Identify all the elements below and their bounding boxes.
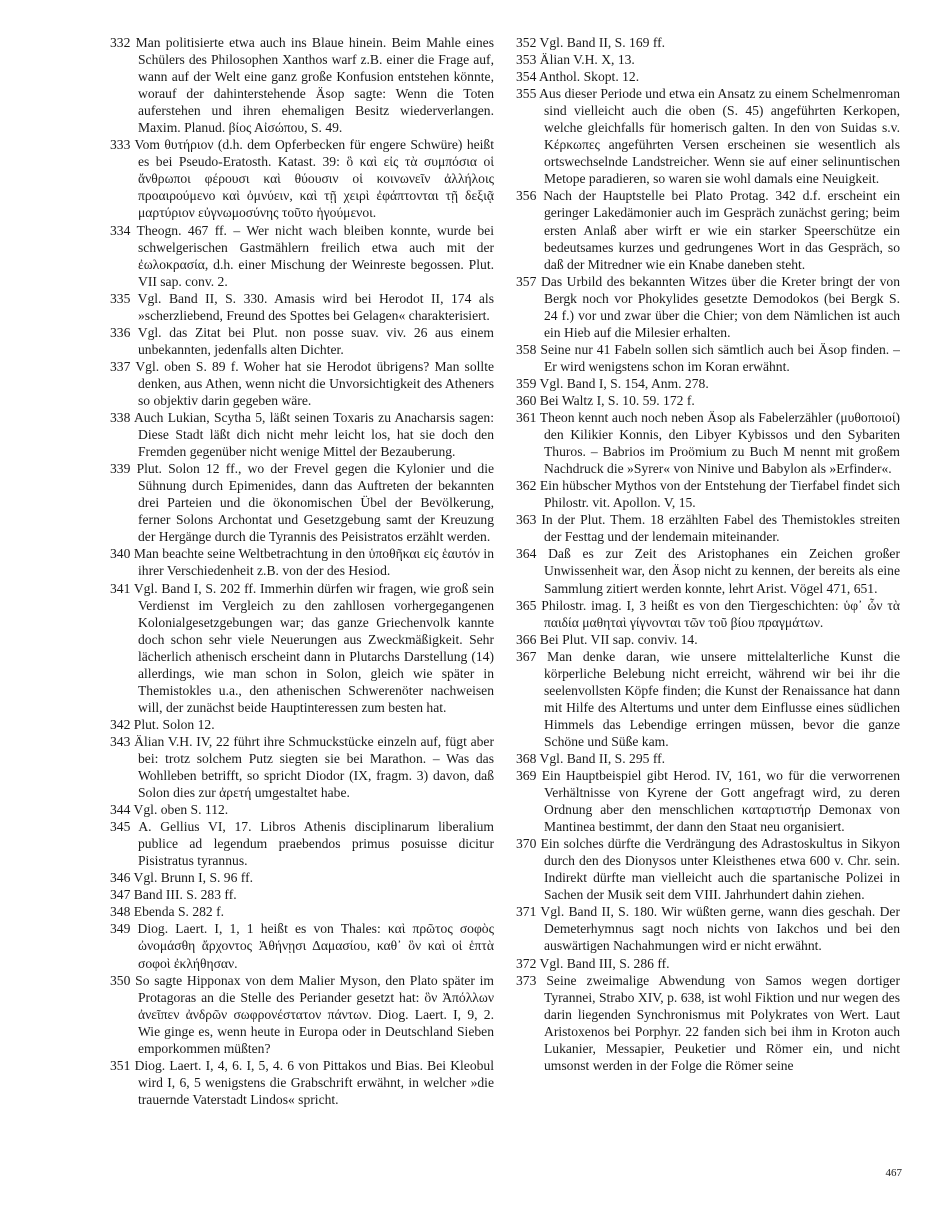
footnote-number: 338 <box>110 410 131 426</box>
footnote-number: 354 <box>516 69 537 85</box>
footnote-number: 343 <box>110 733 131 749</box>
footnote <box>516 477 900 511</box>
footnote <box>516 187 900 272</box>
footnote <box>516 597 900 631</box>
footnote <box>516 51 900 68</box>
footnote-number: 364 <box>516 546 537 562</box>
footnote <box>110 920 494 971</box>
footnote-number: 332 <box>110 35 131 50</box>
footnote <box>110 886 494 903</box>
footnote <box>110 34 494 136</box>
footnote <box>110 358 494 409</box>
footnote-text: Theogn. 467 ff. – Wer nicht wach bleiben konnte, wurde bei schwelgerischen Gastmählern freilich etwa auch mit der ἐωλοκρασία, d.h. einer Mischung der Weinreste begossen. Plut. VII sap. conv. 2. <box>136 222 494 289</box>
footnote <box>110 136 494 221</box>
footnote <box>110 409 494 460</box>
footnote-text: Vgl. Band I, S. 154, Anm. 278. <box>539 375 709 391</box>
footnote-text: Vgl. oben S. 89 f. Woher hat sie Herodot übrigens? Man sollte denken, aus Athen, wenn nicht die Unvorsichtigkeit des Atheners so objektiv darin gegeben wäre. <box>135 358 494 408</box>
footnote <box>110 801 494 818</box>
footnote-number: 333 <box>110 137 131 153</box>
footnote-number: 339 <box>110 461 131 477</box>
footnote <box>110 290 494 324</box>
footnote-number: 373 <box>516 972 537 988</box>
footnote <box>516 903 900 954</box>
footnote-text: Ebenda S. 282 f. <box>133 904 225 920</box>
footnote-number: 367 <box>516 648 537 664</box>
footnote-number: 366 <box>516 631 537 647</box>
right-column <box>516 34 900 1074</box>
footnote <box>110 972 494 1057</box>
footnote-text: Bei Plut. VII sap. conviv. 14. <box>539 631 698 647</box>
footnote-text: Vgl. Band II, S. 169 ff. <box>539 35 666 50</box>
footnote-text: Vgl. Band II, S. 295 ff. <box>539 750 666 766</box>
footnote-text: Das Urbild des bekannten Witzes über die Kreter bringt der von Bergk noch vor Phokylides gesetzte Demodokos (bei Bergk S. 24 f.) vor und zwar über die Chier; von dem Nämlichen ist auch ein Hieb auf die Milesier erhalten. <box>540 273 900 340</box>
footnote <box>516 631 900 648</box>
footnote-text: Man denke daran, wie unsere mittelalterliche Kunst die körperliche Belebung nicht erreicht, während wir bei ihr die seelenvollsten Köpfe finden; die Kunst der Renaissance hat dann mit Hilfe des Altertums und unter dem Einflusse eines südlichen Himmels das Lebendige erringen müssen, bevor die ganze Schöne und Süße kam. <box>544 648 900 749</box>
footnote-number: 341 <box>110 580 131 596</box>
footnote <box>516 648 900 750</box>
footnote-number: 335 <box>110 290 131 306</box>
footnote-number: 344 <box>110 802 131 818</box>
footnote <box>516 34 900 51</box>
footnote <box>516 545 900 596</box>
footnote <box>110 324 494 358</box>
footnote-number: 355 <box>516 86 537 102</box>
footnote-number: 350 <box>110 972 131 988</box>
footnote <box>516 273 900 341</box>
footnote <box>110 460 494 545</box>
footnote-text: Bei Waltz I, S. 10. 59. 172 f. <box>539 392 695 408</box>
left-column <box>110 34 494 1108</box>
footnote-number: 368 <box>516 750 537 766</box>
page-number: 467 <box>885 1167 902 1179</box>
footnote-text: Diog. Laert. I, 1, 1 heißt es von Thales: καὶ πρῶτος σοφὸς ὠνομάσθη ἄρχοντος Ἀθήνῃσι Δαμασίου, καθ᾽ ὃν καὶ οἱ ἑπτὰ σοφοὶ ἐκλήθησαν. <box>137 921 494 971</box>
footnote <box>516 767 900 835</box>
footnote-text: Diog. Laert. I, 4, 6. I, 5, 4. 6 von Pittakos und Bias. Bei Kleobul wird I, 6, 5 wenigstens die Grabschrift erwähnt, in welcher »die trauernde Vaterstadt Lindos« spricht. <box>134 1057 494 1107</box>
footnote-number: 358 <box>516 341 537 357</box>
footnote <box>110 903 494 920</box>
footnote-text: A. Gellius VI, 17. Libros Athenis disciplinarum liberalium publice ad legendum praebendos primus posuisse dicitur Pisistratus tyrannus. <box>138 819 494 869</box>
footnote-text: Vgl. Band I, S. 202 ff. Immerhin dürfen wir fragen, wie groß sein Verdienst im Vergleich zu den zahllosen vorhergegangenen Kolonialgesetzgebungen war; das ganze Griechenvolk kannte doch schon sehr viele Neuerungen aus Zweckmäßigkeit. Sehr lächerlich athenisch erscheint dann in Plutarchs Darstellung (14) allerdings, wie man schon in Solon, gleich wie später in Themistokles u.a., den athenischen Schwerenöter nachweisen will, der zunächst beide Hauptinteressen zum besten hat. <box>133 580 494 715</box>
footnote <box>516 392 900 409</box>
footnote-text: Vgl. oben S. 112. <box>133 802 229 818</box>
footnote-text: Nach der Hauptstelle bei Plato Protag. 342 d.f. erscheint ein geringer Lakedämonier auch im Gespräch zunächst gering; beim ersten Anlaß aber wirft er wie ein starker Speerschütze ein bedeutsames kurzes und gedrungenes Wort in das Gespräch, so daß der Mitredner wie ein Knabe daneben steht. <box>543 188 900 272</box>
footnote <box>516 972 900 1074</box>
footnote-text: Älian V.H. X, 13. <box>539 52 635 68</box>
footnote-number: 337 <box>110 358 131 374</box>
footnote-number: 352 <box>516 35 537 50</box>
footnote-number: 353 <box>516 52 537 68</box>
footnote-text: Ein Hauptbeispiel gibt Herod. IV, 161, wo für die verworrenen Verhältnisse von Kyrene der Gott angefragt wird, zu deren Ordnung aber den menschlichen καταρτιστήρ Demonax von Mantinea bestimmt, der dann den Staat neu organisiert. <box>541 768 900 835</box>
footnote-number: 361 <box>516 410 537 426</box>
footnote <box>110 1057 494 1108</box>
footnote <box>110 818 494 869</box>
footnote-number: 370 <box>516 836 537 852</box>
footnote <box>516 375 900 392</box>
footnote-number: 346 <box>110 870 131 886</box>
footnote-number: 351 <box>110 1057 131 1073</box>
footnote-text: Vgl. Band III, S. 286 ff. <box>539 955 670 971</box>
footnote-text: Theon kennt auch noch neben Äsop als Fabelerzähler (μυθοποιοί) den Kilikier Konnis, den Libyer Kybissos und den Sybariten Thuros. – Babrios im Proömium zu Buch M nennt mit großem Nachdruck die »Syrer« von Ninive und Babylon als »Erfinder«. <box>539 410 901 477</box>
footnote <box>516 511 900 545</box>
footnote-text: Plut. Solon 12 ff., wo der Frevel gegen die Kylonier und die Sühnung durch Epimenides, dann das Auftreten der bekannten drei Parteien und die ökonomischen Übel der Bevölkerung, ferner Solons Archontat und Gesetzgebung samt der Kreuzung der Hergänge durch die Tyrannis des Peisistratos erzählt werden. <box>136 461 495 545</box>
footnote <box>110 580 494 716</box>
footnote-text: In der Plut. Them. 18 erzählten Fabel des Themistokles streiten der Festtag und der lendemain miteinander. <box>541 512 901 545</box>
footnote-number: 369 <box>516 768 537 784</box>
footnote <box>516 68 900 85</box>
footnote <box>516 341 900 375</box>
footnote-number: 363 <box>516 512 537 528</box>
footnote-text: Älian V.H. IV, 22 führt ihre Schmuckstücke einzeln auf, fügt aber bei: trotz solchem Putz siegten sie bei Marathon. – Was das Wohlleben betrifft, so spricht Diodor (IX, fragm. 3) davon, daß Solon dies zur ἀρετή umgestaltet habe. <box>134 733 494 801</box>
footnote-number: 357 <box>516 273 537 289</box>
footnote-text: Man politisierte etwa auch ins Blaue hinein. Beim Mahle eines Schülers des Philosophen Xanthos warf z.B. einer die Frage auf, wann auf der Welt eine ganz große Konfusion entstehen könnte, worauf der dahinterstehende Äsop sagte: Wenn die Toten auferstehen und ihren ehemaligen Besitz wiederverlangen. Maxim. Planud. βίος Αἰσώπου, S. 49. <box>135 35 494 136</box>
footnote <box>516 750 900 767</box>
footnote <box>110 222 494 290</box>
footnote <box>110 716 494 733</box>
footnote-text: Vgl. das Zitat bei Plut. non posse suav. viv. 26 aus einem unbekannten, jedenfalls alten Dichter. <box>137 324 494 357</box>
footnote-text: Philostr. imag. I, 3 heißt es von den Tiergeschichten: ὑφ᾽ ὧν τὰ παιδία μαθηταὶ γίγνονται τῶν τοῦ βίου πραγμάτων. <box>541 597 900 630</box>
footnote-number: 365 <box>516 597 537 613</box>
footnote-number: 349 <box>110 921 131 937</box>
footnote-number: 362 <box>516 478 537 494</box>
footnote-text: Vgl. Band II, S. 180. Wir wüßten gerne, wann dies geschah. Der Demeterhymnus sagt noch nichts von Iakchos und bei den auswärtigen Nachahmungen wird er nicht erwähnt. <box>540 904 900 954</box>
footnote-number: 371 <box>516 904 537 920</box>
footnote-text: So sagte Hipponax von dem Malier Myson, den Plato später im Protagoras an die Stelle des Periander gesetzt hat: ὃν Ἀπόλλων ἀνεῖπεν ἀνδρῶν σωφρονέστατον πάντων. Diog. Laert. I, 9, 2. Wie ginge es, wenn heute in Europa oder in Deutschland Sieben emporkommen müßten? <box>135 972 494 1056</box>
footnote-text: Aus dieser Periode und etwa ein Ansatz zu einem Schelmenroman sind vielleicht auch die oben (S. 45) angeführten Kerkopen, welche gleichfalls für homerisch galten. In den von Suidas s.v. Κέρκωπες angeführten Versen erscheinen sie wesentlich als ortswechselnde Landstreicher. Wenn sie auf einer selinuntischen Metope paradieren, so waren sie wohl damals eine Neuigkeit. <box>539 86 900 187</box>
footnote <box>516 835 900 903</box>
footnote-number: 345 <box>110 819 131 835</box>
footnote-number: 356 <box>516 188 537 204</box>
footnote <box>110 733 494 801</box>
footnote-number: 334 <box>110 222 131 238</box>
footnote-number: 359 <box>516 375 537 391</box>
footnote-number: 360 <box>516 392 537 408</box>
footnote-text: Band III. S. 283 ff. <box>133 887 237 903</box>
footnote-text: Vgl. Brunn I, S. 96 ff. <box>133 870 253 886</box>
footnote-number: 347 <box>110 887 131 903</box>
footnote-number: 348 <box>110 904 131 920</box>
footnote-number: 340 <box>110 546 131 562</box>
footnote-text: Seine nur 41 Fabeln sollen sich sämtlich auch bei Äsop finden. – Er wird wenigstens schon im Koran erwähnt. <box>540 341 900 374</box>
footnote-text: Vgl. Band II, S. 330. Amasis wird bei Herodot II, 174 als »scherzliebend, Freund des Spottes bei Gelagen« charakterisiert. <box>137 290 494 323</box>
footnote-number: 372 <box>516 955 537 971</box>
footnote <box>110 545 494 579</box>
footnote-number: 342 <box>110 716 131 732</box>
footnote-number: 336 <box>110 324 131 340</box>
footnote-text: Vom θυτήριον (d.h. dem Opferbecken für engere Schwüre) heißt es bei Pseudo-Eratosth. Katast. 39: ὃ καὶ εἰς τὰ συμπόσια οἱ ἄνθρωποι φέρουσι καὶ θύουσιν οἱ κοινωνεῖν ἀλλήλοις προαιρούμενο καὶ ὀμνύειν, καὶ τῇ χειρὶ ἐφάπτονται τῇ δεξιᾷ μαρτύριον εὐγνωμοσύνης τοῦτο ἡγούμενοι. <box>134 137 495 221</box>
footnote <box>516 85 900 187</box>
footnote-text: Ein hübscher Mythos von der Entstehung der Tierfabel findet sich Philostr. vit. Apollon. V, 15. <box>539 478 900 511</box>
footnote-text: Man beachte seine Weltbetrachtung in den ὑποθῆκαι εἰς ἑαυτόν in ihrer Verschiedenheit z.B. von der des Hesiod. <box>133 546 494 579</box>
footnote-text: Daß es zur Zeit des Aristophanes ein Zeichen großer Unwissenheit war, den Äsop nicht zu kennen, der bereits als eine Sammlung zitiert werden konnte, lehrt Arist. Vögel 471, 651. <box>544 546 900 596</box>
footnote-text: Anthol. Skopt. 12. <box>539 69 640 85</box>
footnote <box>516 955 900 972</box>
footnote <box>516 409 900 477</box>
footnote <box>110 869 494 886</box>
footnote-text: Plut. Solon 12. <box>133 716 215 732</box>
footnote-text: Seine zweimalige Abwendung von Samos wegen dortiger Tyrannei, Strabo XIV, p. 638, ist wohl Fiktion und nur wegen des darin liegenden Synchronismus mit Polykrates von Wert. Laut Aristoxenos bei Porphyr. 22 fanden sich bei ihm in Kroton auch Lukanier, Messapier, Peuketier und Römer ein, und nicht umsonst werden in der Folge die Römer seine <box>544 972 900 1073</box>
footnote-text: Auch Lukian, Scytha 5, läßt seinen Toxaris zu Anacharsis sagen: Diese Stadt läßt dich nicht mehr leicht los, hat sie doch den Fremden gegenüber nicht wenige Mittel der Bezauberung. <box>133 410 494 460</box>
footnote-text: Ein solches dürfte die Verdrängung des Adrastoskultus in Sikyon durch den des Dionysos unter Kleisthenes etwa 600 v. Chr. sein. Indirekt dürfte man vielleicht auch die spartanische Polizei in Sachen der Musik seit dem VIII. Jahrhundert dahin ziehen. <box>540 836 900 903</box>
